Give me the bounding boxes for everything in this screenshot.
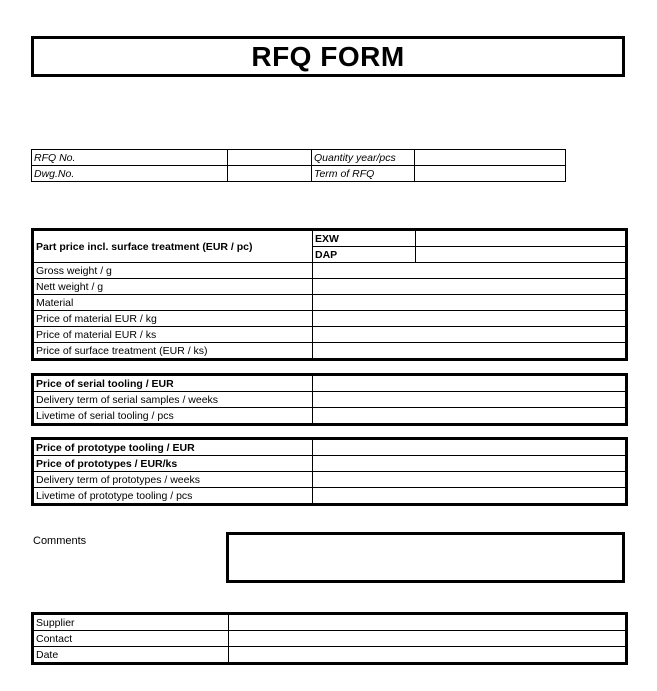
supplier-value[interactable] (229, 614, 627, 631)
prototype-tooling-price-value[interactable] (313, 439, 627, 456)
term-value[interactable] (415, 166, 566, 182)
date-value[interactable] (229, 647, 627, 664)
prototype-livetime-label: Livetime of prototype tooling / pcs (33, 488, 313, 505)
part-price-table (31, 228, 628, 361)
price-material-kg-label: Price of material EUR / kg (33, 311, 313, 327)
dwg-no-value[interactable] (228, 166, 312, 182)
table-row (33, 311, 627, 327)
form-title-box (31, 36, 625, 77)
price-surface-label: Price of surface treatment (EUR / ks) (33, 343, 313, 360)
table-row (33, 631, 627, 647)
serial-tooling-price-value[interactable] (313, 375, 627, 392)
price-material-ks-value[interactable] (313, 327, 627, 343)
rfq-no-value[interactable] (228, 150, 312, 166)
prototype-tooling-price-label: Price of prototype tooling / EUR (33, 439, 313, 456)
table-row (32, 166, 566, 182)
table-row (33, 408, 627, 425)
dap-value[interactable] (416, 247, 627, 263)
table-row (33, 456, 627, 472)
serial-delivery-label: Delivery term of serial samples / weeks (33, 392, 313, 408)
table-row (33, 647, 627, 664)
serial-livetime-value[interactable] (313, 408, 627, 425)
quantity-value[interactable] (415, 150, 566, 166)
prototype-delivery-label: Delivery term of prototypes / weeks (33, 472, 313, 488)
price-material-ks-label: Price of material EUR / ks (33, 327, 313, 343)
rfq-no-label: RFQ No. (32, 150, 228, 166)
table-row (33, 614, 627, 631)
prototype-table (31, 437, 628, 506)
table-row (33, 472, 627, 488)
serial-livetime-label: Livetime of serial tooling / pcs (33, 408, 313, 425)
comments-box[interactable] (226, 532, 625, 583)
material-value[interactable] (313, 295, 627, 311)
nett-weight-label: Nett weight / g (33, 279, 313, 295)
contact-label: Contact (33, 631, 229, 647)
serial-tooling-table (31, 373, 628, 426)
table-row (33, 488, 627, 505)
quantity-label: Quantity year/pcs (312, 150, 415, 166)
price-material-kg-value[interactable] (313, 311, 627, 327)
nett-weight-value[interactable] (313, 279, 627, 295)
table-row (33, 263, 627, 279)
table-row (33, 439, 627, 456)
serial-tooling-price-label: Price of serial tooling / EUR (33, 375, 313, 392)
date-label: Date (33, 647, 229, 664)
table-row (33, 295, 627, 311)
table-row (33, 230, 627, 247)
supplier-label: Supplier (33, 614, 229, 631)
table-row (33, 343, 627, 360)
prototypes-price-value[interactable] (313, 456, 627, 472)
table-row (33, 279, 627, 295)
dap-label: DAP (313, 247, 416, 263)
price-surface-value[interactable] (313, 343, 627, 360)
gross-weight-label: Gross weight / g (33, 263, 313, 279)
dwg-no-label: Dwg.No. (32, 166, 228, 182)
supplier-table (31, 612, 628, 665)
term-label: Term of RFQ (312, 166, 415, 182)
gross-weight-value[interactable] (313, 263, 627, 279)
table-row (33, 375, 627, 392)
form-title: RFQ FORM (251, 40, 405, 72)
material-label: Material (33, 295, 313, 311)
part-price-label: Part price incl. surface treatment (EUR / pc) (33, 230, 313, 263)
prototype-delivery-value[interactable] (313, 472, 627, 488)
prototype-livetime-value[interactable] (313, 488, 627, 505)
exw-label: EXW (313, 230, 416, 247)
rfq-info-table (31, 149, 566, 182)
exw-value[interactable] (416, 230, 627, 247)
table-row (33, 327, 627, 343)
table-row (33, 392, 627, 408)
contact-value[interactable] (229, 631, 627, 647)
table-row (32, 150, 566, 166)
prototypes-price-label: Price of prototypes / EUR/ks (33, 456, 313, 472)
comments-label: Comments (33, 535, 87, 547)
serial-delivery-value[interactable] (313, 392, 627, 408)
